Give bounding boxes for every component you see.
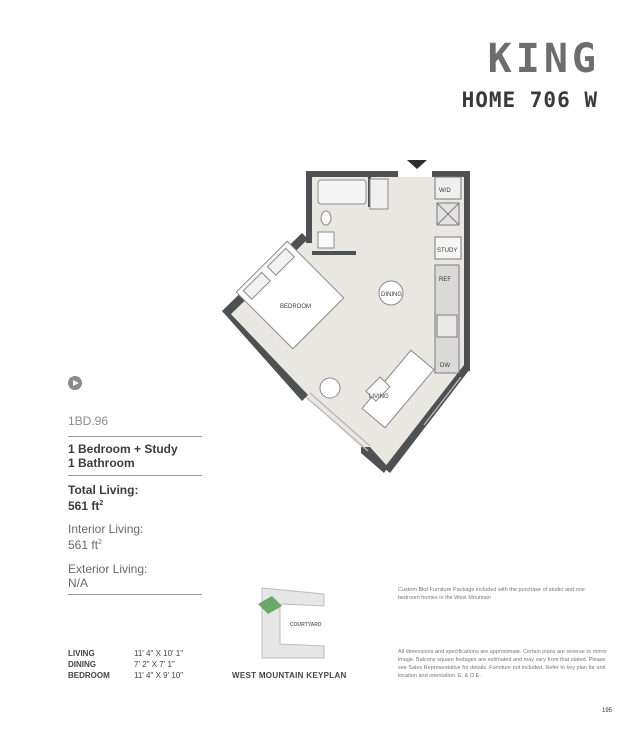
sink xyxy=(437,315,457,337)
divider xyxy=(68,475,202,476)
armchair xyxy=(320,378,340,398)
divider xyxy=(68,436,202,437)
room-dimensions: LIVING 11' 4" X 10' 1" DINING 7' 2" X 7' 1" BEDROOM 11' 4" X 9' 10" xyxy=(68,649,184,680)
interior-living-label: Interior Living: xyxy=(68,522,144,536)
courtyard-label: COURTYARD xyxy=(290,622,322,628)
unit-code: 1BD.96 xyxy=(68,414,109,428)
label-dw: DW xyxy=(440,363,450,369)
total-living-label: Total Living: xyxy=(68,483,139,497)
interior-living-value: 561 ft xyxy=(68,538,99,552)
total-living: Total Living: 561 $ft^2$ xyxy=(68,483,139,513)
entry-arrow xyxy=(407,160,427,169)
keyplan-label: WEST MOUNTAIN KEYPLAN xyxy=(232,671,347,680)
label-dining: DINING xyxy=(381,292,402,298)
keyplan-map xyxy=(256,584,326,662)
exterior-living-label: Exterior Living: xyxy=(68,562,148,576)
label-wd: W/D xyxy=(439,188,451,194)
label-ref: REF xyxy=(439,277,451,283)
exterior-living-value: N/A xyxy=(68,576,89,590)
home-title: HOME 706 W xyxy=(461,88,598,112)
floor-plan xyxy=(218,155,474,480)
bedroom-count: 1 Bedroom + Study xyxy=(68,442,178,456)
label-living: LIVING xyxy=(369,394,389,400)
furniture-note: Custom Bkd Furniture Package included with the purchase of studio and one bedroom homes in the West Mountain xyxy=(398,587,585,601)
toilet xyxy=(321,211,331,225)
label-study: STUDY xyxy=(437,248,458,254)
divider xyxy=(68,594,202,595)
vanity xyxy=(318,232,334,248)
unit-type xyxy=(68,442,178,470)
total-living-value: 561 ft xyxy=(68,499,100,513)
bathtub xyxy=(318,180,366,204)
exterior-living xyxy=(68,562,147,590)
brand-logo: KING xyxy=(487,36,600,82)
disclaimer: All dimensions and specifications are approximate. Certain plans are reverse or mirror image. Balcony square footages are estimated and may vary from that stated. Please see Sales Representative for details. Furniture not included. Refer to key plan for unit location and orientation. E. & O.E. xyxy=(398,649,608,679)
label-bedroom: BEDROOM xyxy=(280,304,312,310)
interior-living: Interior Living: 561 $ft^2$ xyxy=(68,522,144,552)
floor-area xyxy=(228,177,464,467)
play-icon[interactable] xyxy=(68,376,82,390)
bathroom-count: 1 Bathroom xyxy=(68,456,135,470)
page-number: 195 xyxy=(601,708,612,714)
